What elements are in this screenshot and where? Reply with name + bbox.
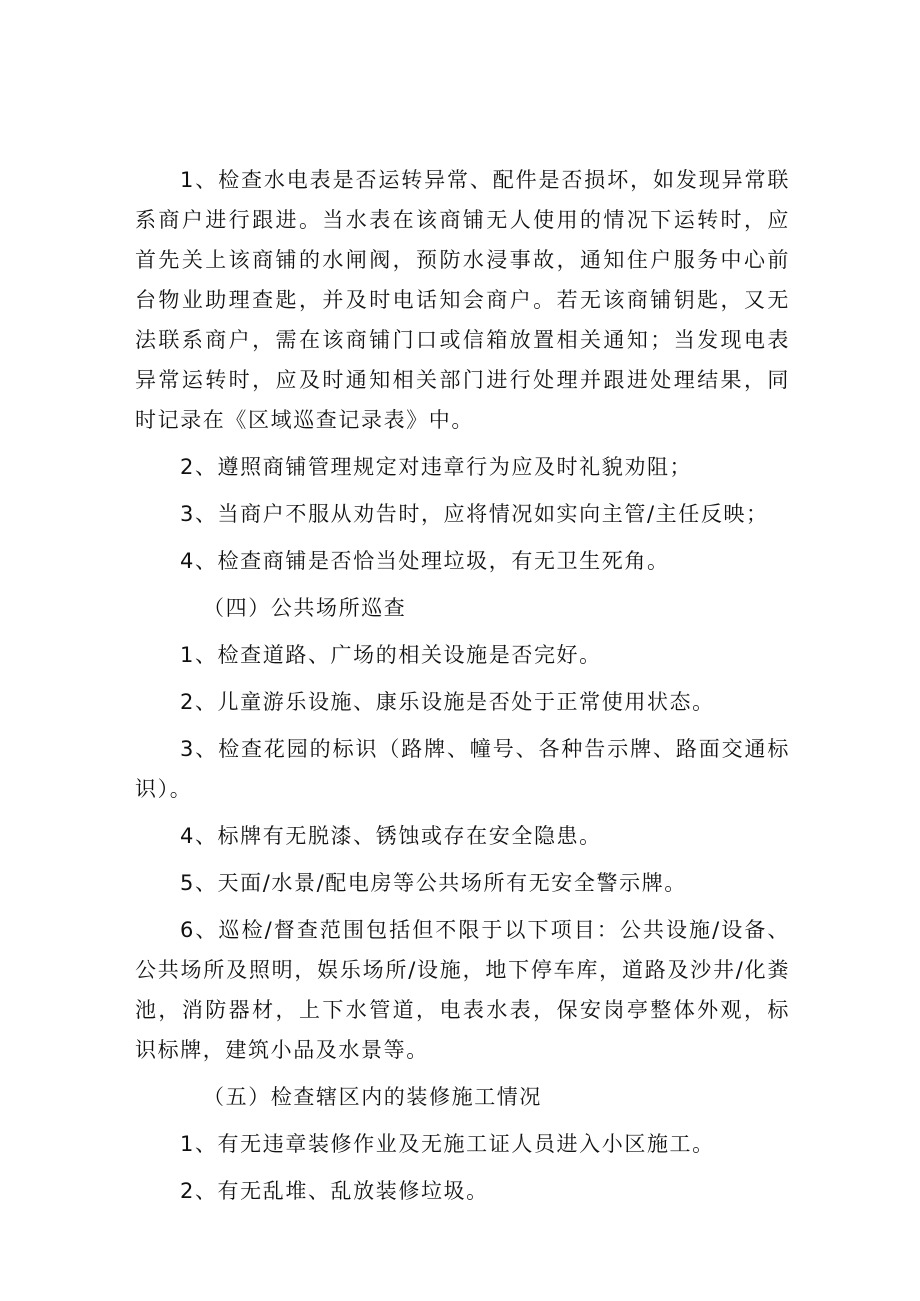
section-heading-4: （四）公共场所巡查 <box>203 596 407 620</box>
section-heading-5: （五）检查辖区内的装修施工情况 <box>203 1085 542 1109</box>
document-body <box>135 160 790 1218</box>
paragraph-item-renovation-1: 1、有无违章装修作业及无施工证人员进入小区施工。 <box>180 1132 715 1156</box>
paragraph-item-1: 1、检查水电表是否运转异常、配件是否损坏，如发现异常联系商户进行跟进。当水表在该商铺无人使用的情况下运转时，应首先关上该商铺的水闸阀，预防水浸事故，通知住户服务中心前台物业助理查匙，并及时电话知会商户。若无该商铺钥匙，又无法联系商户，需在该商铺门口或信箱放置相关通知；当发现电表异常运转时，应及时通知相关部门进行处理并跟进处理结果，同时记录在《区域巡查记录表》中。 <box>135 168 790 432</box>
paragraph-item-public-2: 2、儿童游乐设施、康乐设施是否处于正常使用状态。 <box>180 690 715 714</box>
paragraph-item-public-4: 4、标牌有无脱漆、锈蚀或存在安全隐患。 <box>180 824 602 848</box>
paragraph-item-public-6: 6、巡检/督查范围包括但不限于以下项目：公共设施/设备、公共场所及照明，娱乐场所/设施，地下停车库，道路及沙井/化粪池，消防器材，上下水管道，电表水表，保安岗亭整体外观，标识标牌，建筑小品及水景等。 <box>135 918 790 1062</box>
paragraph-item-public-3: 3、检查花园的标识（路牌、幢号、各种告示牌、路面交通标识）。 <box>135 737 790 801</box>
paragraph-item-2: 2、遵照商铺管理规定对违章行为应及时礼貌劝阻； <box>180 455 693 479</box>
paragraph-item-3: 3、当商户不服从劝告时，应将情况如实向主管/主任反映； <box>180 502 769 526</box>
paragraph-item-public-1: 1、检查道路、广场的相关设施是否完好。 <box>180 643 602 667</box>
paragraph-item-public-5: 5、天面/水景/配电房等公共场所有无安全警示牌。 <box>180 871 687 895</box>
paragraph-item-4: 4、检查商铺是否恰当处理垃圾，有无卫生死角。 <box>180 549 670 573</box>
paragraph-item-renovation-2: 2、有无乱堆、乱放装修垃圾。 <box>180 1179 489 1203</box>
